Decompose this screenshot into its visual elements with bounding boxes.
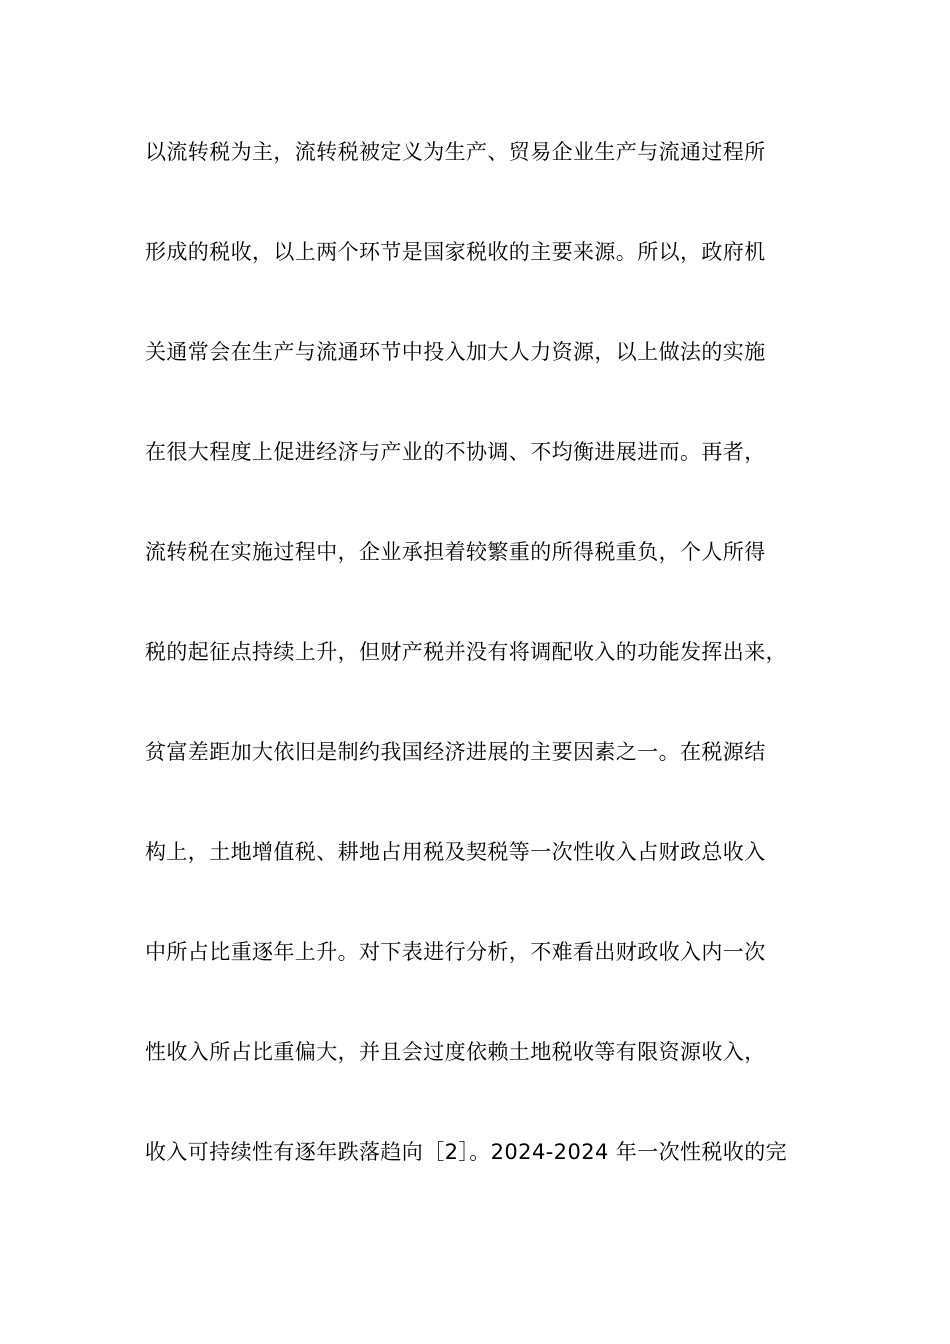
text-line: 贫富差距加大依旧是制约我国经济进展的主要因素之一。在税源结 [145, 740, 766, 764]
body-paragraph [145, 130, 825, 1230]
text-line: 流转税在实施过程中，企业承担着较繁重的所得税重负，个人所得 [145, 540, 766, 564]
text-line: 以流转税为主，流转税被定义为生产、贸易企业生产与流通过程所 [145, 140, 766, 164]
text-line: 税的起征点持续上升，但财产税并没有将调配收入的功能发挥出来， [145, 640, 787, 664]
text-line: 关通常会在生产与流通环节中投入加大人力资源，以上做法的实施 [145, 340, 766, 364]
text-line: 中所占比重逐年上升。对下表进行分析，不难看出财政收入内一次 [145, 940, 766, 964]
text-line: 性收入所占比重偏大，并且会过度依赖土地税收等有限资源收入， [145, 1040, 766, 1064]
text-line: 收入可持续性有逐年跌落趋向［2］。2024-2024 年一次性税收的完 [145, 1140, 787, 1164]
text-line: 构上，土地增值税、耕地占用税及契税等一次性收入占财政总收入 [145, 840, 766, 864]
text-line: 形成的税收，以上两个环节是国家税收的主要来源。所以，政府机 [145, 240, 766, 264]
text-line: 在很大程度上促进经济与产业的不协调、不均衡进展进而。再者， [145, 440, 766, 464]
